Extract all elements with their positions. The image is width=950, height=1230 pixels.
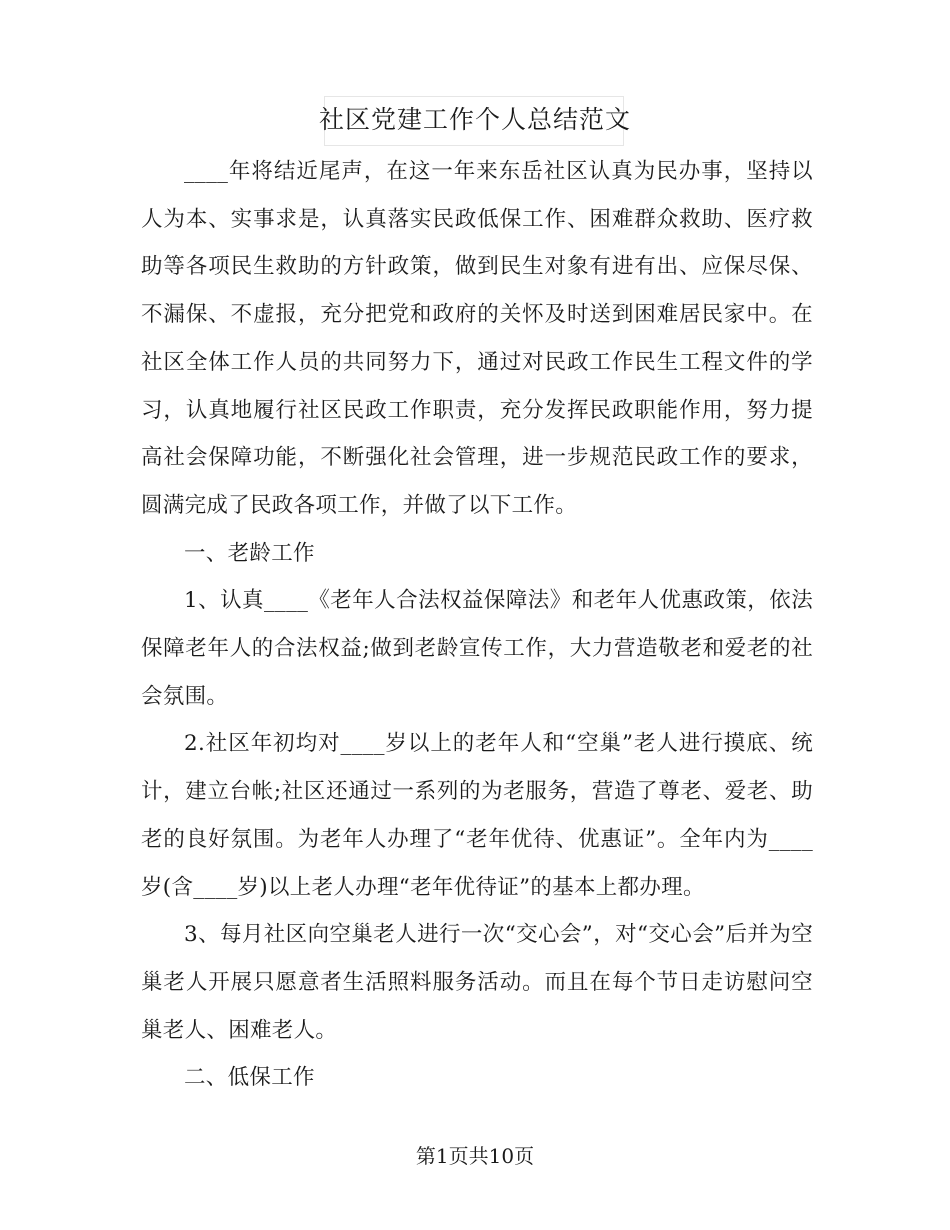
intro-paragraph: ____年将结近尾声，在这一年来东岳社区认真为民办事，坚持以人为本、实事求是，认真落实民政低保工作、困难群众救助、医疗救助等各项民生救助的方针政策，做到民生对象有进有出、应保尽保、不漏保、不虚报，充分把党和政府的关怀及时送到困难居民家中。在社区全体工作人员的共同努力下，通过对民政工作民生工程文件的学习，认真地履行社区民政工作职责，充分发挥民政职能作用，努力提高社会保障功能，不断强化社会管理，进一步规范民政工作的要求，圆满完成了民政各项工作，并做了以下工作。 <box>141 159 813 518</box>
elderly-item-2: 2.社区年初均对____岁以上的老年人和“空巢”老人进行摸底、统计，建立台帐;社区还通过一系列的为老服务，营造了尊老、爱老、助老的良好氛围。为老年人办理了“老年优待、优惠证”。全年内为____岁(含____岁)以上老人办理“老年优待证”的基本上都办理。 <box>141 731 813 900</box>
section-heading-elderly: 一、老龄工作 <box>184 540 315 566</box>
elderly-item-1: 1、认真____《老年人合法权益保障法》和老年人优惠政策，依法保障老年人的合法权益;做到老龄宣传工作，大力营造敬老和爱老的社会氛围。 <box>141 588 813 709</box>
elderly-item-3: 3、每月社区向空巢老人进行一次“交心会”，对“交心会”后并为空巢老人开展只愿意者生活照料服务活动。而且在每个节日走访慰问空巢老人、困难老人。 <box>141 922 813 1043</box>
document-body <box>141 148 813 1102</box>
section-heading-low-income: 二、低保工作 <box>184 1065 315 1091</box>
page-number: 第1页共10页 <box>415 1144 535 1168</box>
document-title: 社区党建工作个人总结范文 <box>318 105 631 134</box>
